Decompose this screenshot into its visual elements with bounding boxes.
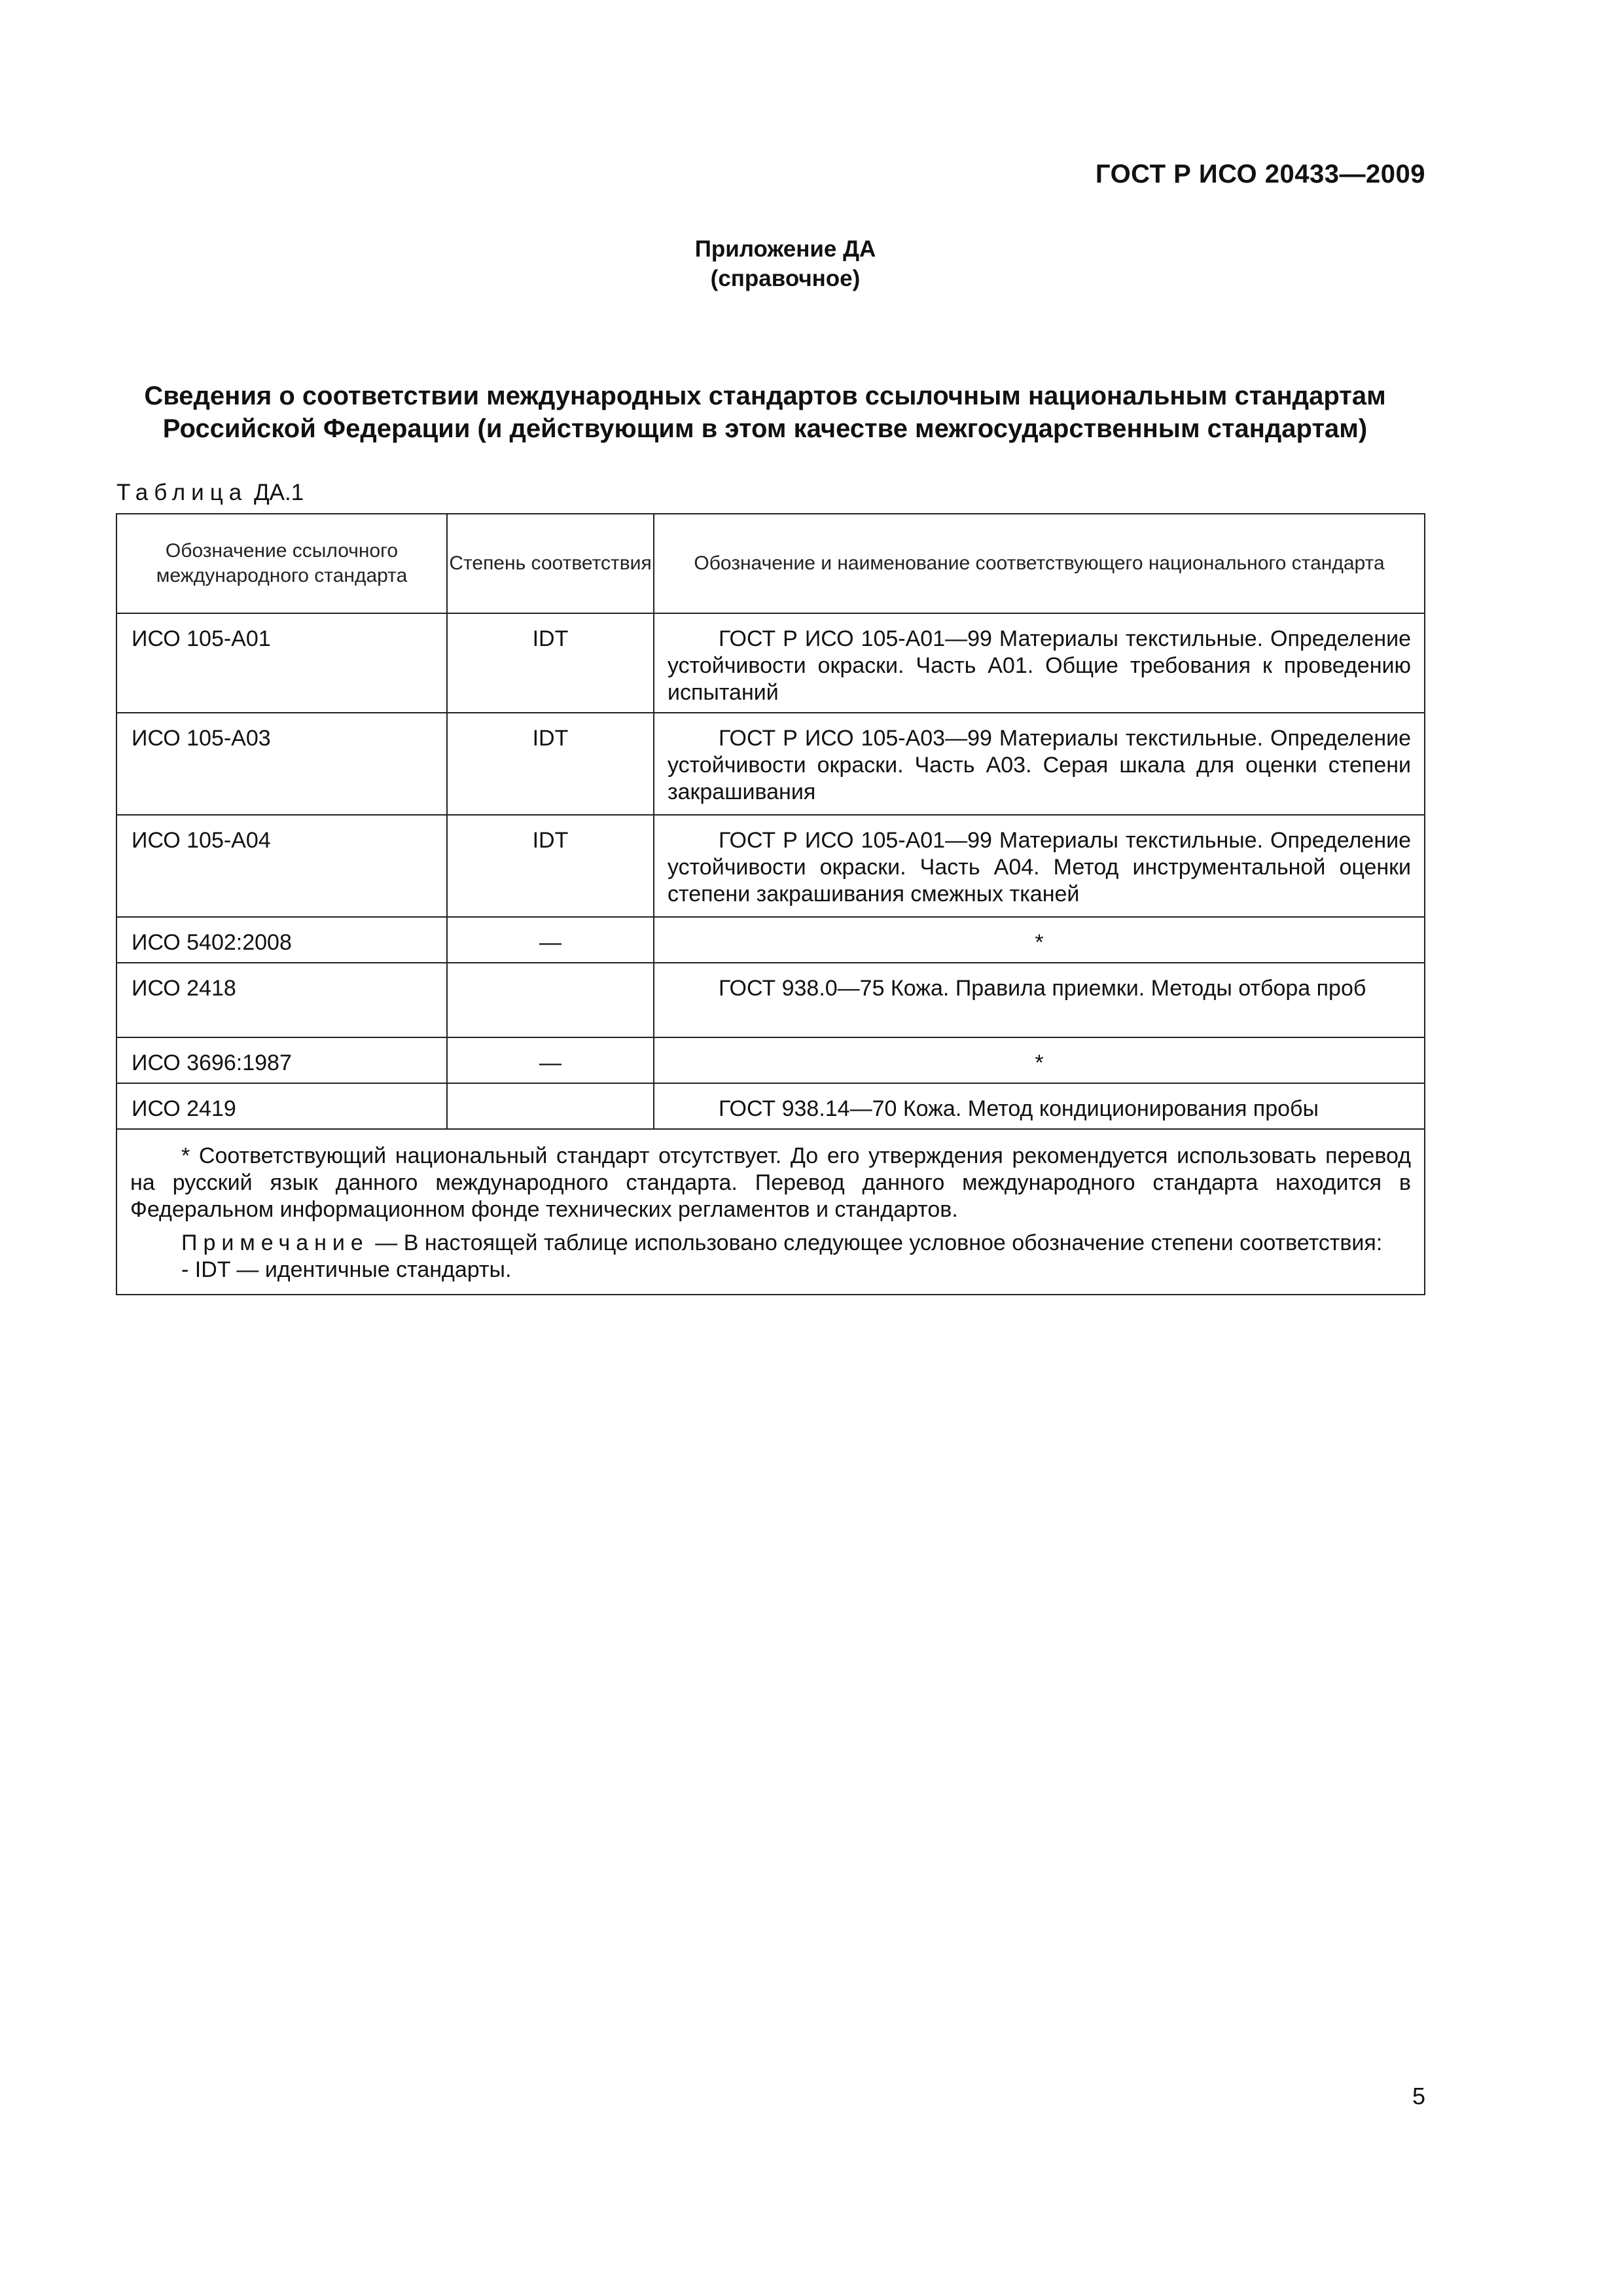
page-number: 5: [1412, 2083, 1425, 2109]
note-label: Примечание: [181, 1230, 369, 1255]
cell-intl: ИСО 105-А04: [116, 815, 447, 917]
table-row: [116, 815, 1425, 917]
table-caption-number: ДА.1: [253, 480, 304, 505]
cell-national: ГОСТ 938.14—70 Кожа. Метод кондиционирования пробы: [654, 1083, 1425, 1129]
table-header-row: [116, 514, 1425, 613]
column-header-national: Обозначение и наименование соответствующего национального стандарта: [654, 514, 1425, 613]
appendix-heading: [0, 234, 1571, 293]
column-header-degree: Степень соответствия: [447, 514, 654, 613]
cell-intl: ИСО 3696:1987: [116, 1037, 447, 1083]
table-row: [116, 613, 1425, 713]
note-item: - IDT — идентичные стандарты.: [181, 1257, 512, 1282]
cell-degree: [447, 963, 654, 1037]
cell-national: ГОСТ Р ИСО 105-А03—99 Материалы текстильные. Определение устойчивости окраски. Часть А03. Серая шкала для оценки степени закрашивания: [654, 713, 1425, 815]
appendix-title: Приложение ДА: [694, 236, 876, 262]
appendix-subtitle: (справочное): [710, 266, 861, 291]
cell-intl: ИСО 105-А01: [116, 613, 447, 713]
table-footer-row: [116, 1129, 1425, 1295]
cell-degree: —: [447, 917, 654, 963]
column-header-intl: Обозначение ссылочного международного стандарта: [116, 514, 447, 613]
cell-national: ГОСТ 938.0—75 Кожа. Правила приемки. Методы отбора проб: [654, 963, 1425, 1037]
cell-national: ГОСТ Р ИСО 105-А01—99 Материалы текстильные. Определение устойчивости окраски. Часть А01. Общие требования к проведению испытаний: [654, 613, 1425, 713]
cell-intl: ИСО 2418: [116, 963, 447, 1037]
table-row: [116, 1037, 1425, 1083]
standards-table: [116, 513, 1425, 1295]
cell-national: ГОСТ Р ИСО 105-А01—99 Материалы текстильные. Определение устойчивости окраски. Часть А04. Метод инструментальной оценки степени закрашивания смежных тканей: [654, 815, 1425, 917]
cell-national: *: [654, 1037, 1425, 1083]
cell-degree: [447, 1083, 654, 1129]
table-caption-word: Таблица: [116, 480, 248, 505]
cell-intl: ИСО 2419: [116, 1083, 447, 1129]
table-caption: [116, 480, 304, 506]
table-row: [116, 713, 1425, 815]
cell-intl: ИСО 105-А03: [116, 713, 447, 815]
table-footnote: * Соответствующий национальный стандарт отсутствует. До его утверждения рекомендуется использовать перевод на русский язык данного международного стандарта. Перевод данного международного стандарта находится в Федеральном информационном фонде технических регламентов и стандартов.: [130, 1143, 1411, 1222]
section-heading: [111, 380, 1419, 445]
table-row: [116, 1083, 1425, 1129]
cell-degree: IDT: [447, 613, 654, 713]
table-footer-cell: [116, 1129, 1425, 1295]
cell-national: *: [654, 917, 1425, 963]
section-heading-line1: Сведения о соответствии международных стандартов ссылочным национальным стандартам: [144, 382, 1386, 410]
section-heading-line2: Российской Федерации (и действующим в этом качестве межгосударственным стандартам): [162, 414, 1368, 443]
table-row: [116, 917, 1425, 963]
cell-intl: ИСО 5402:2008: [116, 917, 447, 963]
cell-degree: IDT: [447, 815, 654, 917]
cell-degree: IDT: [447, 713, 654, 815]
table-row: [116, 963, 1425, 1037]
note-text: — В настоящей таблице использовано следующее условное обозначение степени соответствия:: [368, 1230, 1383, 1255]
cell-degree: —: [447, 1037, 654, 1083]
table-note: [130, 1230, 1411, 1257]
document-code: ГОСТ Р ИСО 20433—2009: [1095, 160, 1425, 188]
